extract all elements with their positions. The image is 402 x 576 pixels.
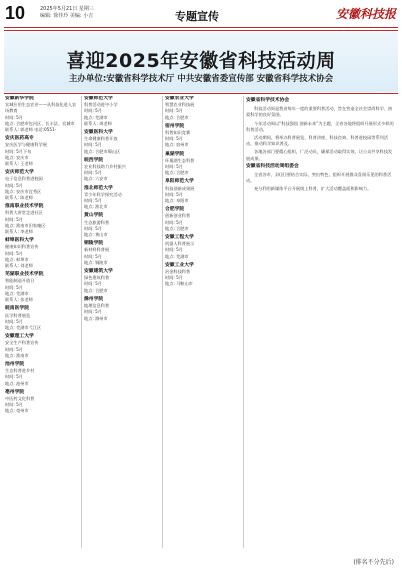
footer-note: (排名不分先后) bbox=[353, 559, 394, 566]
listing-line: 地点: 芜湖市 bbox=[5, 290, 29, 296]
listing-title: 安徽建筑大学 bbox=[84, 269, 113, 275]
section-title: 专题宣传 bbox=[175, 10, 219, 23]
listing-title: 皖南医学院 bbox=[5, 306, 29, 312]
listing-line: 时间: 5月 bbox=[165, 136, 183, 142]
listing-line: 时间: 5月 bbox=[84, 253, 102, 259]
headline-banner bbox=[4, 32, 398, 92]
listing-line: 青少年科学探究活动 bbox=[84, 191, 122, 197]
listing-entry bbox=[5, 136, 79, 167]
editor-line: 编辑: 徐佳玲 美编: 小吉 bbox=[40, 13, 94, 19]
column-3 bbox=[165, 96, 241, 548]
listing-line: 电子信息科普进校园 bbox=[5, 176, 43, 182]
listing-entry bbox=[84, 297, 160, 322]
listing-line: 时间: 5月 bbox=[165, 108, 183, 114]
listing-line: 联系人: 张老师 bbox=[5, 297, 33, 303]
listing-entry bbox=[165, 96, 241, 121]
listing-title: 滁州学院 bbox=[84, 296, 104, 302]
listing-entry bbox=[165, 152, 241, 177]
listing-line: 联系人: 周老师 bbox=[84, 120, 112, 126]
listing-line: 联系人: 刘老师 bbox=[5, 263, 33, 269]
listing-line: 时间: 5月 bbox=[84, 170, 102, 176]
listing-title: 蚌埠医科大学 bbox=[5, 238, 34, 244]
listing-line: 时间: 5月 bbox=[165, 164, 183, 170]
listing-line: 安庆医学与健康科学展 bbox=[5, 142, 47, 148]
listing-line: 时间: 5月 bbox=[5, 216, 23, 222]
listing-line: 时间: 5月 bbox=[5, 250, 23, 256]
header-rule bbox=[4, 27, 398, 28]
listing-line: 地理信息科普 bbox=[84, 303, 110, 309]
listing-title: 合肥学院 bbox=[165, 207, 185, 213]
date-line bbox=[40, 6, 94, 20]
listing-line: 地点: 阜阳市 bbox=[165, 198, 189, 204]
listing-title: 淮南职业技术学院 bbox=[5, 204, 44, 210]
listing-line: 生态科普进乡村 bbox=[5, 368, 35, 374]
listing-line: 宣城应用生态农业——从科技化进入农场教育 bbox=[5, 102, 77, 114]
listing-title: 芜湖职业技术学院 bbox=[5, 272, 44, 278]
listing-line: 时间: 5月 bbox=[84, 108, 102, 114]
listing-title: 阜阳师范大学 bbox=[165, 179, 194, 185]
listing-line: 绿色建筑科普 bbox=[84, 275, 110, 281]
listing-title: 巢湖学院 bbox=[165, 151, 185, 157]
listing-entry bbox=[84, 241, 160, 266]
listing-line: 时间: 5月 bbox=[5, 318, 23, 324]
listing-line: 地点: 芜湖市 bbox=[165, 253, 189, 259]
listing-line: 地点: 池州市 bbox=[5, 380, 29, 386]
column-divider bbox=[162, 96, 163, 548]
column-divider bbox=[81, 96, 82, 548]
listing-entry bbox=[84, 130, 160, 155]
header-rule-thin bbox=[4, 30, 398, 31]
listing-line: 地点: 亳州市 bbox=[5, 408, 29, 414]
listing-line: 地点: 淮南市田家庵区 bbox=[5, 222, 46, 228]
listing-line: 时间: 5月 bbox=[5, 114, 23, 120]
listing-line: 科普大讲堂走进社区 bbox=[5, 210, 43, 216]
listing-line: 环巢湖生态科普 bbox=[165, 157, 195, 163]
listing-title: 安庆医药高专 bbox=[5, 136, 34, 142]
article-caption: 安徽省科学技术协会 bbox=[246, 98, 290, 103]
listing-line: 地点: 合肥市蜀山区 bbox=[84, 148, 121, 154]
listing-line: 地点: 马鞍山市 bbox=[165, 281, 193, 287]
listing-line: 时间: 5月 bbox=[5, 402, 23, 408]
listing-title: 铜陵学院 bbox=[84, 241, 104, 247]
listing-entry bbox=[5, 306, 79, 331]
listing-entry bbox=[84, 186, 160, 211]
listing-line: 时间: 5月 bbox=[165, 219, 183, 225]
listing-line: 联系人: 郭老师 电话:0551- bbox=[5, 127, 57, 133]
column-2 bbox=[84, 96, 160, 548]
listing-line: 时间: 5月 bbox=[165, 247, 183, 253]
listing-entry bbox=[5, 238, 79, 269]
listing-entry bbox=[5, 272, 79, 303]
listing-title: 安徽医科大学 bbox=[84, 130, 113, 136]
listing-line: 时间: 5月 bbox=[5, 346, 23, 352]
listing-title: 安徽新华学院 bbox=[5, 96, 34, 101]
listing-line: 科普活动进中小学 bbox=[84, 102, 118, 108]
article-caption-2: 安徽省科技活动周组委会 bbox=[246, 163, 299, 169]
article-paragraph: 今年活动周以“科技强国 创新未来”为主题，全省各地将组织开展形式多样的科普活动。 bbox=[246, 120, 394, 132]
listing-line: 医学科普展览 bbox=[5, 312, 31, 318]
article-paragraph: 科技活动周是我省每年一度的重要科普活动，旨在营造全社会崇尚科学、热爱科学的良好氛围。 bbox=[246, 106, 393, 118]
listing-line: 地点: 芜湖市 bbox=[84, 114, 108, 120]
column-divider bbox=[243, 96, 244, 548]
listing-line: 健康知识科普宣传 bbox=[5, 244, 39, 250]
listing-line: 农业科技助力乡村振兴 bbox=[84, 164, 126, 170]
listing-line: 智慧农业科技展 bbox=[165, 102, 195, 108]
listing-line: 地点: 淮南市 bbox=[5, 352, 29, 358]
listing-title: 安徽理工大学 bbox=[5, 334, 34, 340]
listing-line: 新材料科普展 bbox=[84, 247, 110, 253]
column-4-article bbox=[246, 96, 396, 548]
issue-date: 2025年5月21日 星期三 bbox=[40, 6, 94, 12]
listing-title: 安徽工程大学 bbox=[165, 235, 194, 241]
listing-entry bbox=[165, 179, 241, 204]
listing-line: 地点: 蚌埠市 bbox=[5, 256, 29, 262]
listing-line: 联系人: 陈老师 bbox=[5, 195, 33, 201]
column-1 bbox=[5, 96, 79, 548]
listing-line: 时间: 5月 bbox=[84, 225, 102, 231]
listing-line: 地点: 滁州市 bbox=[84, 315, 108, 321]
listing-title: 安徽师范大学 bbox=[84, 96, 113, 101]
listing-line: 时间: 5月 bbox=[165, 191, 183, 197]
listing-entry bbox=[5, 390, 79, 415]
listing-line: 生命健康科普开放 bbox=[84, 136, 118, 142]
article-paragraph: 全省各市、县(区)要结合实际，突出特色，组织开展群众喜闻乐见的科普活动。 bbox=[246, 172, 392, 184]
listing-entry bbox=[84, 96, 160, 127]
listing-line: 地点: 铜陵市 bbox=[84, 259, 108, 265]
listing-line: 安全生产科普宣传 bbox=[5, 340, 39, 346]
listing-title: 安庆师范大学 bbox=[5, 170, 34, 176]
page-number: 10 bbox=[5, 3, 26, 23]
listing-title: 皖西学院 bbox=[84, 157, 104, 163]
listing-line: 时间: 5月 bbox=[84, 142, 102, 148]
listing-line: 机器人科普展示 bbox=[165, 241, 195, 247]
subheadline: 主办单位:安徽省科学技术厅 中共安徽省委宣传部 安徽省科学技术协会 bbox=[68, 74, 334, 84]
listing-entry bbox=[5, 170, 79, 201]
article-paragraph: 活动期间，将举办科普展览、科普讲座、科技咨询、科普进校园等系列活动，推动科学知识普及。 bbox=[246, 135, 389, 147]
listing-line: 联系人: 王老师 bbox=[5, 161, 33, 167]
listing-line: 时间: 5月 bbox=[84, 281, 102, 287]
listing-title: 安徽农业大学 bbox=[165, 96, 194, 101]
listing-line: 地点: 安庆市宜秀区 bbox=[5, 188, 42, 194]
listing-line: 地点: 合肥市 bbox=[84, 287, 108, 293]
listing-line: 地点: 合肥市包河区、长丰县、宣城市 bbox=[5, 120, 75, 126]
listing-line: 地点: 六安市 bbox=[84, 176, 108, 182]
newspaper-logo: 安徽科技报 bbox=[335, 7, 396, 21]
listing-line: 地点: 宿州市 bbox=[165, 142, 189, 148]
article-paragraph: 充分利用新媒体平台开展线上科普，扩大活动覆盖面和影响力。 bbox=[254, 186, 372, 192]
listing-title: 黄山学院 bbox=[84, 213, 104, 219]
listing-line: 时间: 5月 bbox=[165, 275, 183, 281]
listing-title: 池州学院 bbox=[5, 361, 25, 367]
listing-line: 联系人: 李老师 bbox=[5, 229, 33, 235]
listing-line: 时间: 5月 bbox=[5, 374, 23, 380]
listing-line: 地点: 淮北市 bbox=[84, 204, 108, 210]
listing-title: 宿州学院 bbox=[165, 123, 185, 129]
listing-line: 智能制造开放日 bbox=[5, 278, 35, 284]
listing-entry bbox=[165, 235, 241, 260]
listing-line: 时间: 5月 bbox=[5, 182, 23, 188]
listing-line: 地点: 黄山市 bbox=[84, 232, 108, 238]
headline: 喜迎2025年安徽省科技活动周 bbox=[66, 50, 336, 72]
listing-entry bbox=[165, 207, 241, 232]
listing-line: 时间: 5月 bbox=[84, 309, 102, 315]
listing-entry bbox=[5, 204, 79, 235]
listing-entry bbox=[84, 213, 160, 238]
listing-line: 冶金科技科普 bbox=[165, 269, 191, 275]
listing-entry bbox=[165, 263, 241, 288]
listing-line: 地点: 合肥市 bbox=[165, 225, 189, 231]
listing-entry bbox=[5, 334, 79, 359]
listing-line: 中医药文化科普 bbox=[5, 395, 35, 401]
listing-entry bbox=[165, 124, 241, 149]
listing-line: 时间: 5月 bbox=[84, 198, 102, 204]
listing-line: 地点: 安庆市 bbox=[5, 154, 29, 160]
listing-entry bbox=[5, 96, 79, 133]
listing-line: 地点: 芜湖市弋江区 bbox=[5, 324, 42, 330]
listing-entry bbox=[84, 158, 160, 183]
listing-entry bbox=[5, 362, 79, 387]
listing-line: 生态旅游科普 bbox=[84, 219, 110, 225]
listing-line: 时间: 5月 bbox=[5, 284, 23, 290]
listing-title: 亳州学院 bbox=[5, 389, 25, 395]
listing-line: 地点: 合肥市 bbox=[165, 114, 189, 120]
listing-title: 淮北师范大学 bbox=[84, 185, 113, 191]
listing-line: 科技创新成果展 bbox=[165, 185, 195, 191]
listing-line: 时间: 5月下旬 bbox=[5, 148, 32, 154]
page-header bbox=[0, 0, 402, 30]
listing-line: 地点: 合肥市 bbox=[165, 170, 189, 176]
listing-title: 安徽工业大学 bbox=[165, 262, 194, 268]
banner-rule bbox=[4, 93, 398, 94]
article-paragraph: 各地各部门要精心组织，广泛动员，确保活动取得实效，让公众共享科技发展成果。 bbox=[246, 149, 393, 161]
listing-line: 科普知识竞赛 bbox=[165, 130, 191, 136]
listing-line: 创新创业科普 bbox=[165, 213, 191, 219]
listing-entry bbox=[84, 269, 160, 294]
